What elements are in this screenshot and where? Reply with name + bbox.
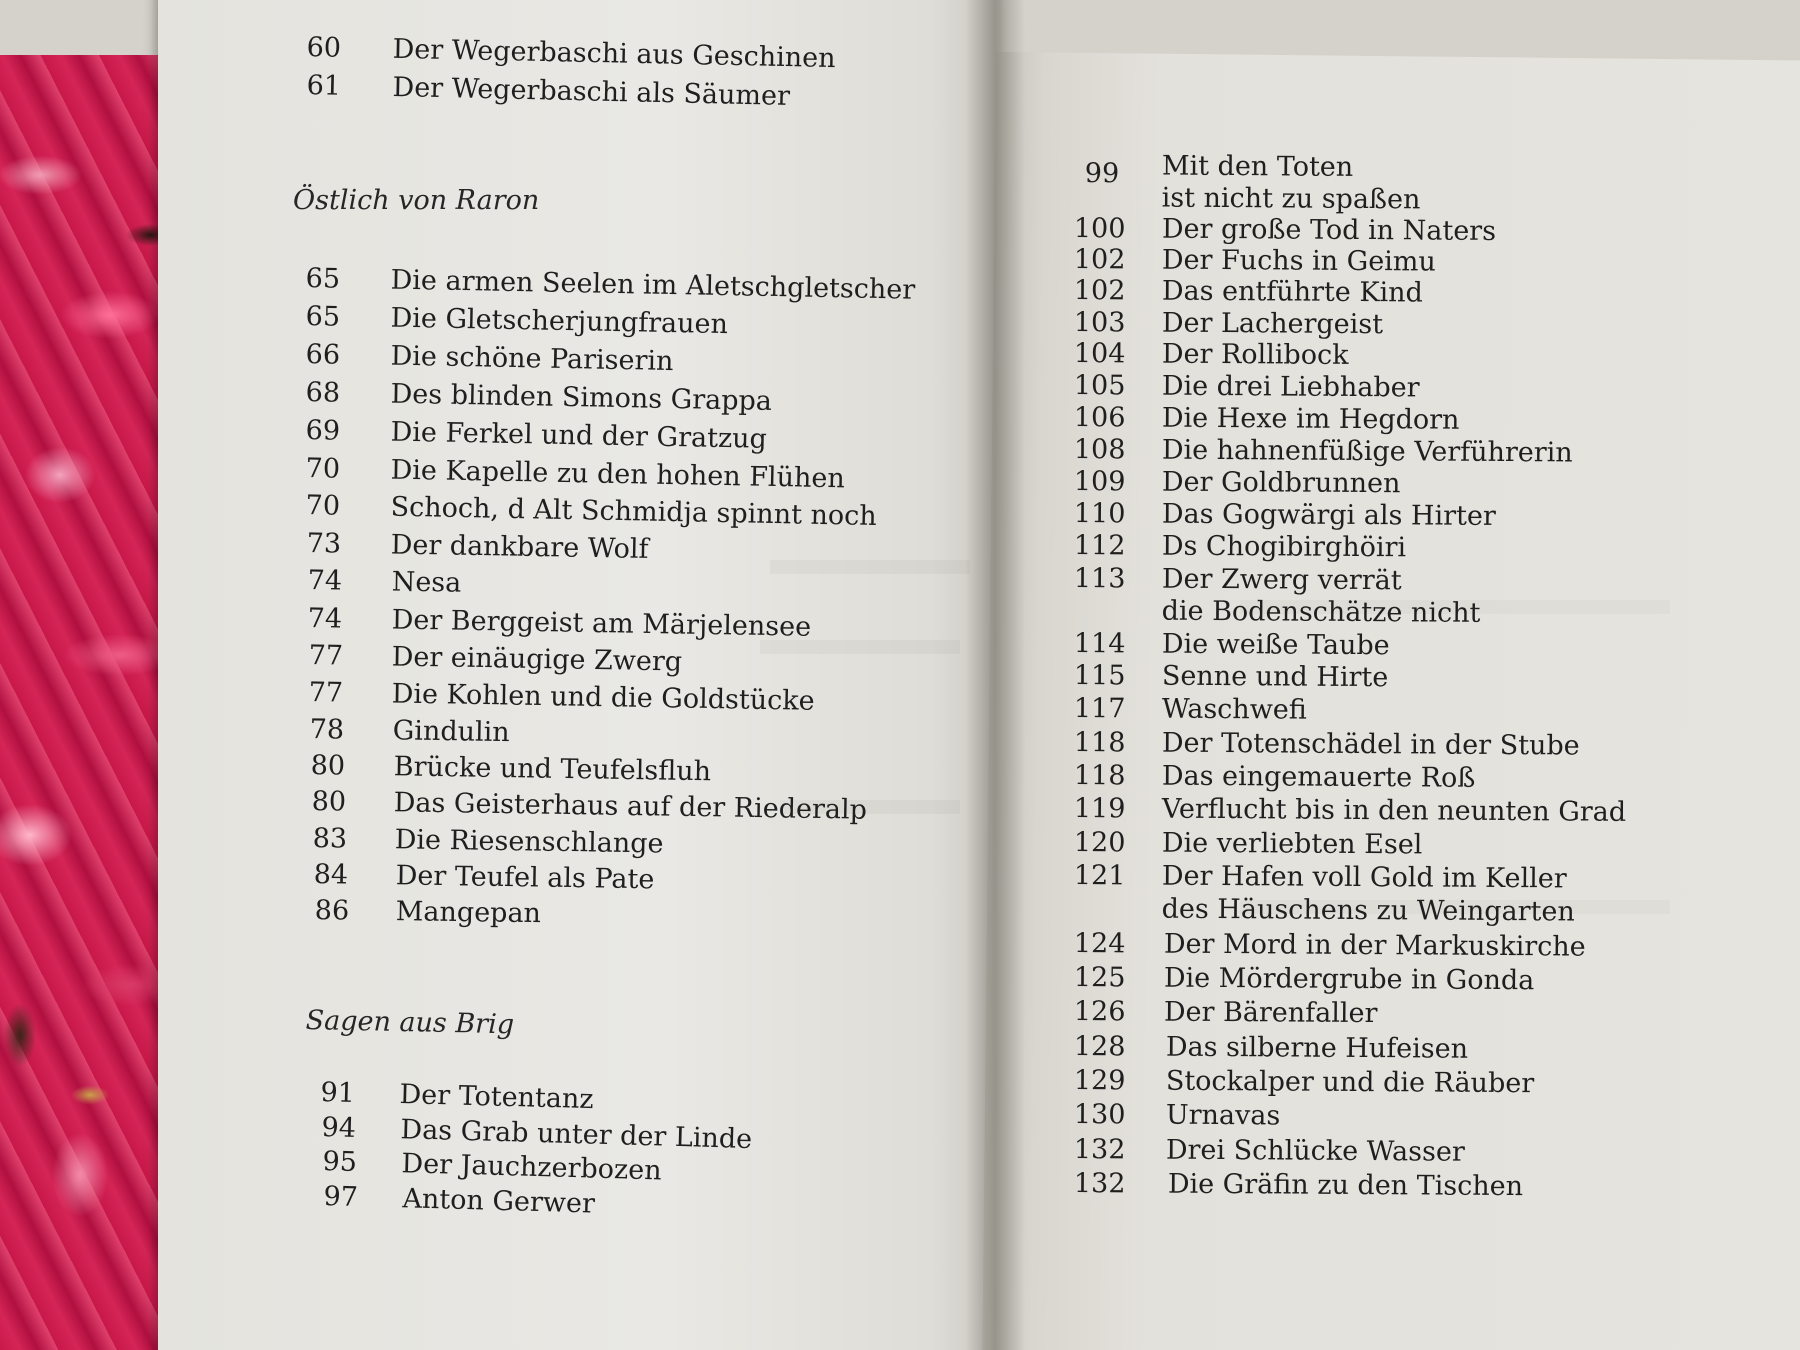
story-title: Verflucht bis in den neunten Grad — [1161, 793, 1627, 828]
page-number: 99 — [1084, 157, 1120, 190]
story-title: Drei Schlücke Wasser — [1165, 1134, 1465, 1168]
page-number: 61 — [306, 70, 342, 102]
story-title: Der Fuchs in Geimu — [1161, 244, 1436, 278]
page-number: 121 — [1073, 860, 1126, 892]
story-title: Das Geisterhaus auf der Riederalp — [393, 787, 868, 826]
story-title: Die Riesenschlange — [394, 824, 664, 860]
page-number: 118 — [1073, 727, 1126, 759]
page-number: 83 — [312, 823, 348, 855]
page-number: 102 — [1073, 275, 1126, 307]
page-number: 70 — [305, 453, 341, 485]
page-number: 119 — [1073, 793, 1126, 825]
page-number: 109 — [1073, 466, 1126, 498]
story-title: Der Totentanz — [399, 1079, 594, 1116]
page-number: 97 — [323, 1181, 359, 1213]
story-title: Das Gogwärgi als Hirter — [1161, 498, 1496, 532]
page-number: 66 — [305, 339, 341, 371]
page-number: 103 — [1073, 307, 1126, 339]
page-number: 115 — [1073, 660, 1126, 692]
story-title: Der Bärenfaller — [1163, 996, 1378, 1030]
page-number: 118 — [1073, 760, 1126, 792]
story-title: Das Grab unter der Linde — [400, 1114, 753, 1156]
page-number: 68 — [305, 377, 341, 409]
story-title: Die Mördergrube in Gonda — [1163, 962, 1535, 997]
story-title: Die Gräfin zu den Tischen — [1167, 1168, 1524, 1203]
page-number: 105 — [1073, 370, 1126, 402]
page-number: 74 — [307, 603, 343, 635]
page-number: 110 — [1073, 498, 1126, 530]
page-number: 65 — [305, 263, 341, 295]
page-number: 108 — [1073, 434, 1126, 466]
story-title: Der Lachergeist — [1161, 307, 1384, 341]
page-number: 74 — [307, 565, 343, 597]
page-number: 124 — [1073, 928, 1126, 960]
story-title: Der Berggeist am Märjelensee — [391, 604, 812, 643]
story-title: Der einäugige Zwerg — [391, 641, 683, 678]
story-title-continuation: ist nicht zu spaßen — [1161, 182, 1421, 216]
story-title: Das entführte Kind — [1161, 275, 1423, 309]
page-number: 112 — [1073, 530, 1126, 562]
story-title: Ds Chogibirghöiri — [1161, 530, 1407, 564]
page-number: 100 — [1073, 213, 1126, 245]
page-number: 106 — [1073, 402, 1126, 434]
story-title-continuation: die Bodenschätze nicht — [1161, 595, 1481, 629]
page-number: 113 — [1073, 563, 1126, 595]
story-title: Die Gletscherjungfrauen — [390, 302, 729, 341]
page-number: 125 — [1073, 962, 1126, 994]
story-title: Der dankbare Wolf — [390, 529, 649, 565]
story-title: Der Goldbrunnen — [1161, 466, 1401, 500]
story-title: Das eingemauerte Roß — [1161, 760, 1476, 794]
page-number: 120 — [1073, 827, 1126, 859]
section-heading-brig: Sagen aus Brig — [305, 1005, 515, 1041]
story-title: Mit den Toten — [1161, 150, 1354, 183]
page-number: 73 — [306, 528, 342, 560]
story-title: Die Hexe im Hegdorn — [1161, 402, 1460, 436]
story-title: Senne und Hirte — [1161, 660, 1389, 694]
story-title: Stockalper und die Räuber — [1165, 1065, 1535, 1100]
story-title: Der Rollibock — [1161, 338, 1349, 371]
page-number: 60 — [306, 32, 342, 64]
page-number: 77 — [308, 677, 344, 709]
story-title: Der Zwerg verrät — [1161, 563, 1402, 597]
story-title: Brücke und Teufelsfluh — [393, 751, 712, 788]
story-title: Nesa — [391, 566, 462, 599]
story-title: Gindulin — [392, 715, 510, 749]
page-number: 94 — [321, 1112, 357, 1144]
page-number: 80 — [310, 750, 346, 782]
story-title: Der Hafen voll Gold im Keller — [1161, 860, 1567, 895]
story-title: Urnavas — [1165, 1099, 1281, 1132]
page-number: 70 — [305, 490, 341, 522]
page-number: 117 — [1073, 693, 1126, 725]
page-number: 80 — [311, 786, 347, 818]
story-title: Die weiße Taube — [1161, 628, 1390, 662]
page-number: 126 — [1073, 996, 1126, 1028]
story-title: Die hahnenfüßige Verführerin — [1161, 434, 1573, 469]
book-gutter — [965, 0, 1025, 1350]
page-number: 77 — [308, 640, 344, 672]
story-title: Die Ferkel und der Gratzug — [390, 416, 768, 455]
story-title: Anton Gerwer — [402, 1183, 596, 1220]
page-number: 132 — [1073, 1168, 1126, 1200]
story-title: Der Wegerbaschi als Säumer — [392, 71, 791, 112]
story-title: Der Wegerbaschi aus Geschinen — [392, 33, 836, 75]
page-number: 102 — [1073, 244, 1126, 276]
section-heading-east-raron: Östlich von Raron — [293, 185, 540, 216]
story-title: Die Kapelle zu den hohen Flühen — [390, 454, 846, 495]
page-number: 91 — [320, 1077, 356, 1109]
page-number: 78 — [309, 714, 345, 746]
story-title: Die Kohlen und die Goldstücke — [391, 678, 815, 717]
story-title: Waschwefi — [1161, 693, 1307, 726]
page-number: 104 — [1073, 338, 1126, 370]
story-title: Schoch, d Alt Schmidja spinnt noch — [390, 491, 877, 532]
page-number: 130 — [1073, 1099, 1126, 1131]
page-number: 114 — [1073, 628, 1126, 660]
page-number: 69 — [305, 415, 341, 447]
story-title: Mangepan — [395, 896, 542, 930]
story-title-continuation: des Häuschens zu Weingarten — [1161, 893, 1575, 928]
story-title: Der Totenschädel in der Stube — [1161, 727, 1580, 762]
page-number: 84 — [313, 859, 349, 891]
story-title: Die verliebten Esel — [1161, 827, 1423, 861]
story-title: Der große Tod in Naters — [1161, 213, 1497, 247]
page-number: 95 — [322, 1146, 358, 1178]
page-number: 129 — [1073, 1065, 1126, 1097]
story-title: Die armen Seelen im Aletschgletscher — [390, 264, 916, 306]
story-title: Das silberne Hufeisen — [1165, 1031, 1469, 1065]
story-title: Der Teufel als Pate — [395, 860, 655, 896]
page-number: 65 — [305, 301, 341, 333]
story-title: Die schöne Pariserin — [390, 340, 674, 378]
story-title: Der Mord in der Markuskirche — [1163, 928, 1586, 963]
page-number: 132 — [1073, 1134, 1126, 1166]
page-number: 128 — [1073, 1031, 1126, 1063]
story-title: Der Jauchzerbozen — [401, 1148, 663, 1187]
story-title: Des blinden Simons Grappa — [390, 378, 773, 417]
story-title: Die drei Liebhaber — [1161, 370, 1420, 404]
page-number: 86 — [314, 895, 350, 927]
